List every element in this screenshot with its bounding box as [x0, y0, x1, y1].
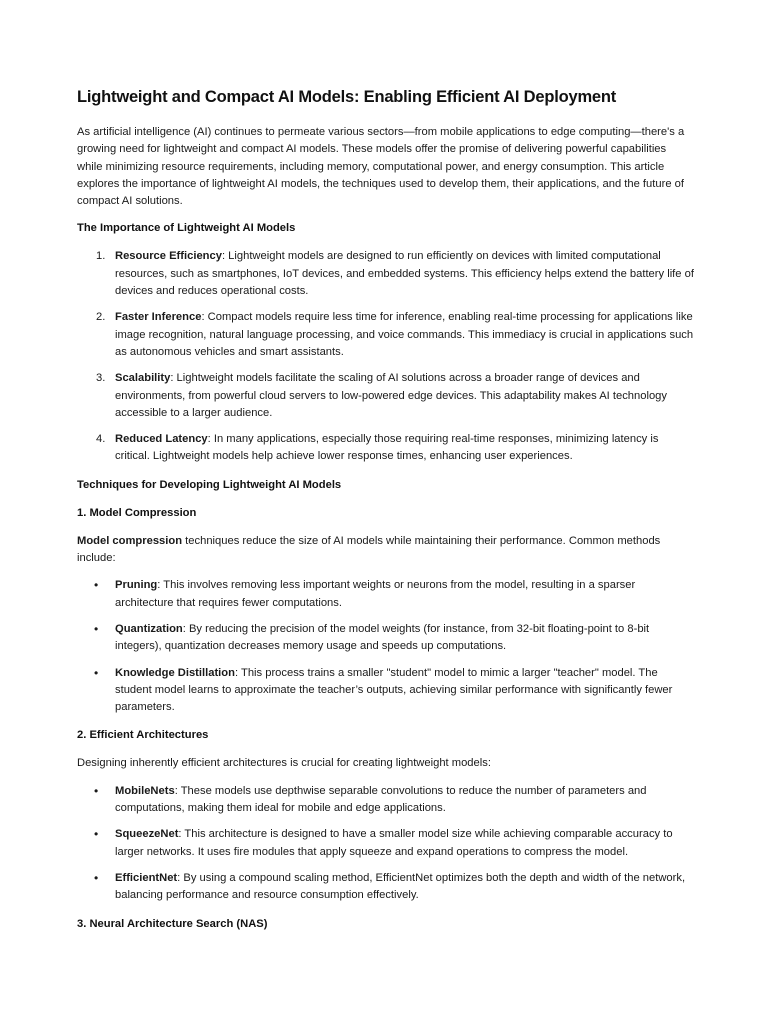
list-item: [77, 870, 694, 905]
list-number: 2.: [96, 311, 106, 324]
item-title: EfficientNet: [115, 871, 178, 884]
nas-heading: 3. Neural Architecture Search (NAS): [77, 917, 268, 930]
compression-lead-text: techniques reduce the size of AI models while maintaining their performance. Common methods include:: [77, 534, 661, 565]
item-title: Reduced Latency: [115, 433, 208, 446]
architectures-heading: 2. Efficient Architectures: [77, 729, 209, 742]
item-text: : Lightweight models facilitate the scaling of AI solutions across a broader range of devices and environments, from powerful cloud servers to low-powered edge devices. This adaptability makes AI technology accessible to a larger audience.: [115, 372, 667, 419]
list-item: [77, 826, 694, 861]
importance-heading: The Importance of Lightweight AI Models: [77, 222, 296, 235]
list-number: 4.: [96, 433, 106, 446]
bullet: •: [94, 783, 99, 798]
bullet: •: [94, 827, 99, 842]
list-item: [77, 783, 694, 818]
item-title: Knowledge Distillation: [115, 666, 235, 679]
bullet: •: [94, 870, 99, 885]
list-number: 1.: [96, 250, 106, 263]
item-text: : By using a compound scaling method, EfficientNet optimizes both the depth and width of the network, balancing performance and resource consumption effectively.: [115, 871, 686, 902]
item-text: : This architecture is designed to have a smaller model size while achieving comparable accuracy to larger networks. It uses fire modules that apply squeeze and expand operations to compress the model.: [115, 828, 673, 858]
item-title: Resource Efficiency: [115, 250, 222, 263]
techniques-heading: Techniques for Developing Lightweight AI Models: [77, 478, 342, 491]
item-title: MobileNets: [115, 784, 175, 797]
compression-lead: [77, 533, 694, 568]
item-title: Pruning: [115, 579, 158, 592]
list-item: [77, 248, 694, 300]
bullet: •: [94, 621, 99, 636]
document-title: Lightweight and Compact AI Models: Enabling Efficient AI Deployment: [77, 88, 617, 106]
list-item: [77, 621, 694, 656]
list-item: [77, 370, 694, 422]
item-text: : These models use depthwise separable convolutions to reduce the number of parameters and computations, making them ideal for mobile and edge applications.: [115, 784, 647, 815]
item-text: : Lightweight models are designed to run efficiently on devices with limited computational resources, such as smartphones, IoT devices, and embedded systems. This efficiency helps extend the battery life of devices and reduces operational costs.: [115, 250, 694, 298]
item-title: SqueezeNet: [115, 828, 179, 841]
list-item: [77, 309, 694, 361]
compression-heading: 1. Model Compression: [77, 506, 197, 519]
list-number: 3.: [96, 372, 106, 385]
compression-list: [77, 577, 694, 716]
item-text: : Compact models require less time for inference, enabling real-time processing for applications like image recognition, natural language processing, and voice commands. This immediacy is crucial in applications such as autonomous vehicles and smart assistants.: [115, 311, 694, 358]
list-item: [77, 431, 694, 466]
list-item: [77, 577, 694, 612]
bullet: •: [94, 578, 99, 593]
item-title: Scalability: [115, 372, 171, 385]
importance-list: [77, 248, 694, 465]
architectures-list: [77, 783, 694, 905]
item-title: Faster Inference: [115, 311, 202, 324]
list-item: [77, 665, 694, 717]
item-text: : This process trains a smaller "student" model to mimic a larger "teacher" model. The student model learns to approximate the teacher’s outputs, achieving similar performance with significantly fewer parameters.: [115, 666, 673, 714]
item-title: Quantization: [115, 622, 183, 635]
bullet: •: [94, 665, 99, 680]
item-text: : In many applications, especially those requiring real-time responses, minimizing latency is critical. Lightweight models help achieve lower response times, enhancing user experiences.: [115, 433, 659, 463]
intro-paragraph: As artificial intelligence (AI) continues to permeate various sectors—from mobile applications to edge computing—there's a growing need for lightweight and compact AI models. These models offer the promise of delivering powerful capabilities while minimizing resource requirements, including memory, computational power, and energy consumption. This article explores the importance of lightweight AI models, the techniques used to develop them, their applications, and the future of compact AI solutions.: [77, 126, 685, 208]
compression-lead-bold: Model compression: [77, 534, 183, 547]
item-text: : By reducing the precision of the model weights (for instance, from 32-bit floating-point to 8-bit integers), quantization decreases memory usage and speeds up computations.: [115, 622, 650, 653]
item-text: : This involves removing less important weights or neurons from the model, resulting in a sparser architecture that requires fewer computations.: [115, 579, 636, 609]
architectures-lead: Designing inherently efficient architectures is crucial for creating lightweight models:: [77, 757, 491, 770]
